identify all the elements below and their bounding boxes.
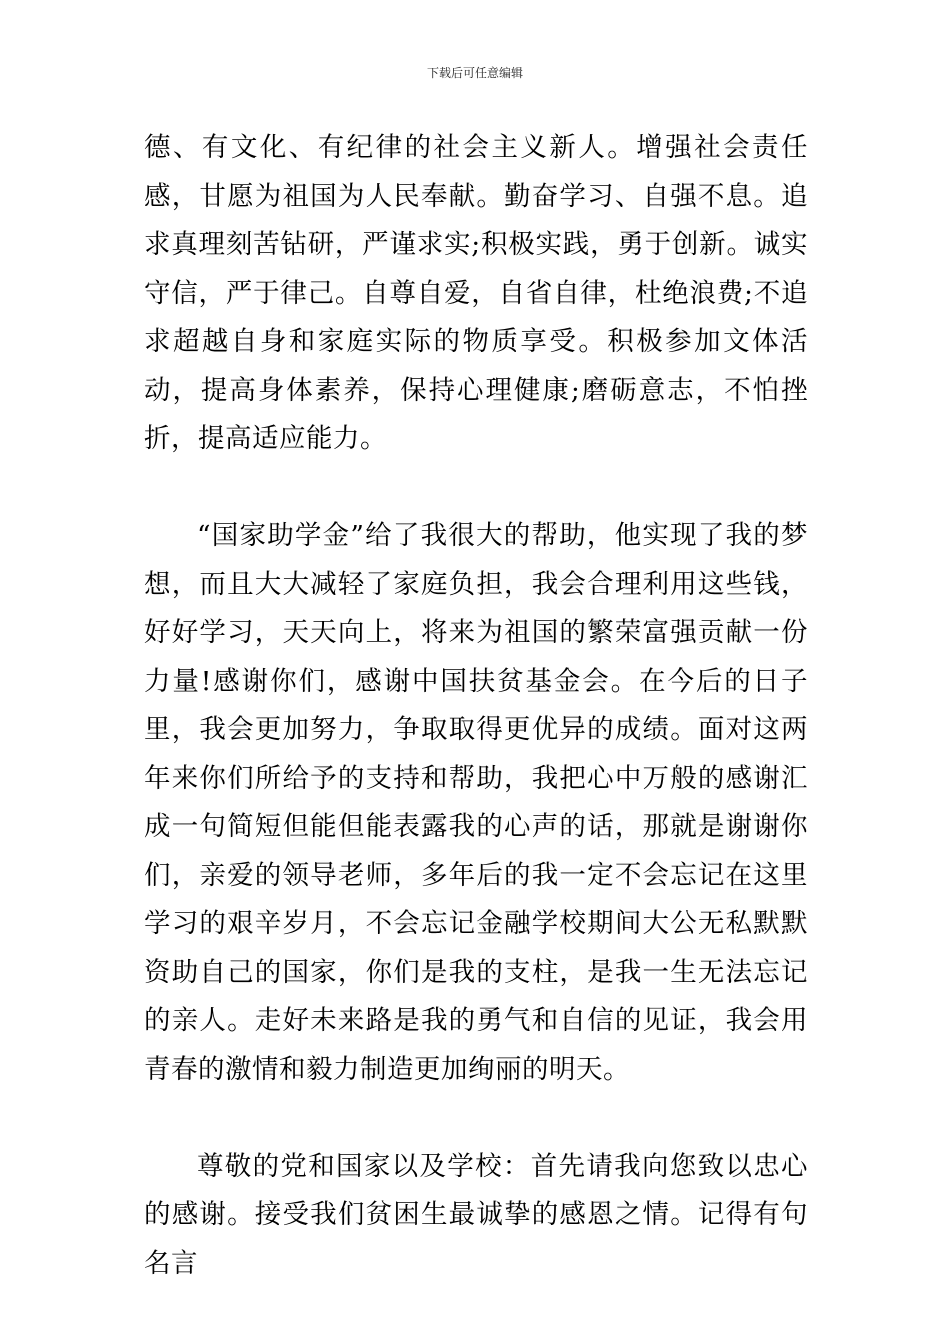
- paragraph-continuation: 德、有文化、有纪律的社会主义新人。增强社会责任感，甘愿为祖国为人民奉献。勤奋学习、自强不息。追求真理刻苦钻研，严谨求实;积极实践，勇于创新。诚实守信，严于律己。自尊自爱，自省自律，杜绝浪费;不追求超越自身和家庭实际的物质享受。积极参加文体活动，提高身体素养，保持心理健康;磨砺意志，不怕挫折，提高适应能力。: [144, 132, 808, 454]
- paragraph-gap: [144, 1094, 808, 1143]
- page-header: 下载后可任意编辑: [426, 66, 523, 80]
- paragraph-grant-thanks: “国家助学金”给了我很大的帮助，他实现了我的梦想，而且大大减轻了家庭负担，我会合理利用这些钱，好好学习，天天向上，将来为祖国的繁荣富强贡献一份力量!感谢你们，感谢中国扶贫基金会。在今后的日子里，我会更加努力，争取取得更优异的成绩。面对这两年来你们所给予的支持和帮助，我把心中万般的感谢汇成一句简短但能但能表露我的心声的话，那就是谢谢你们，亲爱的领导老师，多年后的我一定不会忘记在这里学习的艰辛岁月，不会忘记金融学校期间大公无私默默资助自己的国家，你们是我的支柱，是我一生无法忘记的亲人。走好未来路是我的勇气和自信的见证，我会用青春的激情和毅力制造更加绚丽的明天。: [144, 520, 808, 1085]
- paragraph-gap: [144, 464, 808, 513]
- paragraph-letter-opening: 尊敬的党和国家以及学校：首先请我向您致以忠心的感谢。接受我们贫困生最诚挚的感恩之情。记得有句名言: [144, 1150, 808, 1279]
- document-body: [144, 124, 808, 1288]
